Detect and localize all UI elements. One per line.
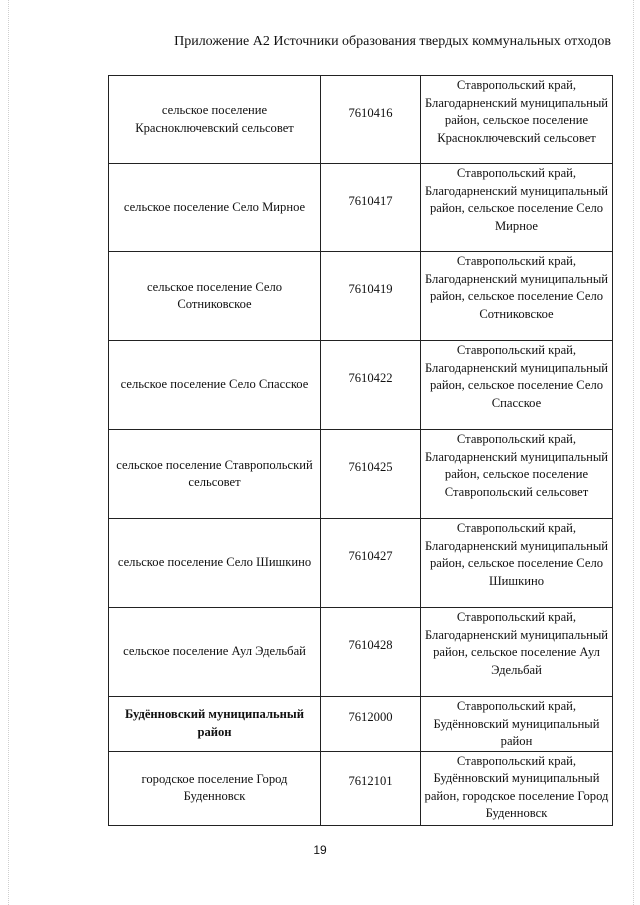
table-row (109, 519, 613, 608)
region-description-cell: Ставропольский край, Будённовский муниципальный район, городское поселение Город Буденновск (421, 751, 613, 825)
table-row (109, 430, 613, 519)
table-row (109, 76, 613, 164)
left-scan-edge (8, 0, 10, 905)
oktmo-code-cell: 7610425 (321, 430, 421, 519)
table-row (109, 341, 613, 430)
region-description-cell: Ставропольский край, Благодарненский муниципальный район, сельское поселение Ставропольский сельсовет (421, 430, 613, 519)
region-description-cell: Ставропольский край, Благодарненский муниципальный район, сельское поселение Аул Эдельбай (421, 608, 613, 697)
region-description-cell: Ставропольский край, Благодарненский муниципальный район, сельское поселение Село Сотниковское (421, 252, 613, 341)
waste-sources-table (108, 75, 613, 826)
table-row (109, 697, 613, 752)
oktmo-code-cell: 7612000 (321, 697, 421, 752)
page-header: Приложение А2 Источники образования твердых коммунальных отходов (174, 34, 611, 49)
table-row (109, 751, 613, 825)
oktmo-code-cell: 7610417 (321, 164, 421, 252)
settlement-name-cell: сельское поселение Село Спасское (109, 341, 321, 430)
page-number: 19 (313, 843, 327, 857)
table-row (109, 164, 613, 252)
region-description-cell: Ставропольский край, Благодарненский муниципальный район, сельское поселение Село Шишкино (421, 519, 613, 608)
right-scan-edge (633, 0, 635, 905)
oktmo-code-cell: 7610427 (321, 519, 421, 608)
oktmo-code-cell: 7612101 (321, 751, 421, 825)
settlement-name-cell: сельское поселение Село Сотниковское (109, 252, 321, 341)
table-row (109, 252, 613, 341)
oktmo-code-cell: 7610428 (321, 608, 421, 697)
settlement-name-cell: сельское поселение Аул Эдельбай (109, 608, 321, 697)
settlement-name-cell: сельское поселение Ставропольский сельсовет (109, 430, 321, 519)
settlement-name-cell: Будённовский муниципальный район (109, 697, 321, 752)
settlement-name-cell: сельское поселение Село Шишкино (109, 519, 321, 608)
settlement-name-cell: сельское поселение Красноключевский сельсовет (109, 76, 321, 164)
oktmo-code-cell: 7610422 (321, 341, 421, 430)
region-description-cell: Ставропольский край, Будённовский муниципальный район (421, 697, 613, 752)
settlement-name-cell: городское поселение Город Буденновск (109, 751, 321, 825)
settlement-name-cell: сельское поселение Село Мирное (109, 164, 321, 252)
table-row (109, 608, 613, 697)
oktmo-code-cell: 7610419 (321, 252, 421, 341)
region-description-cell: Ставропольский край, Благодарненский муниципальный район, сельское поселение Красноключевский сельсовет (421, 76, 613, 164)
oktmo-code-cell: 7610416 (321, 76, 421, 164)
region-description-cell: Ставропольский край, Благодарненский муниципальный район, сельское поселение Село Спасское (421, 341, 613, 430)
region-description-cell: Ставропольский край, Благодарненский муниципальный район, сельское поселение Село Мирное (421, 164, 613, 252)
